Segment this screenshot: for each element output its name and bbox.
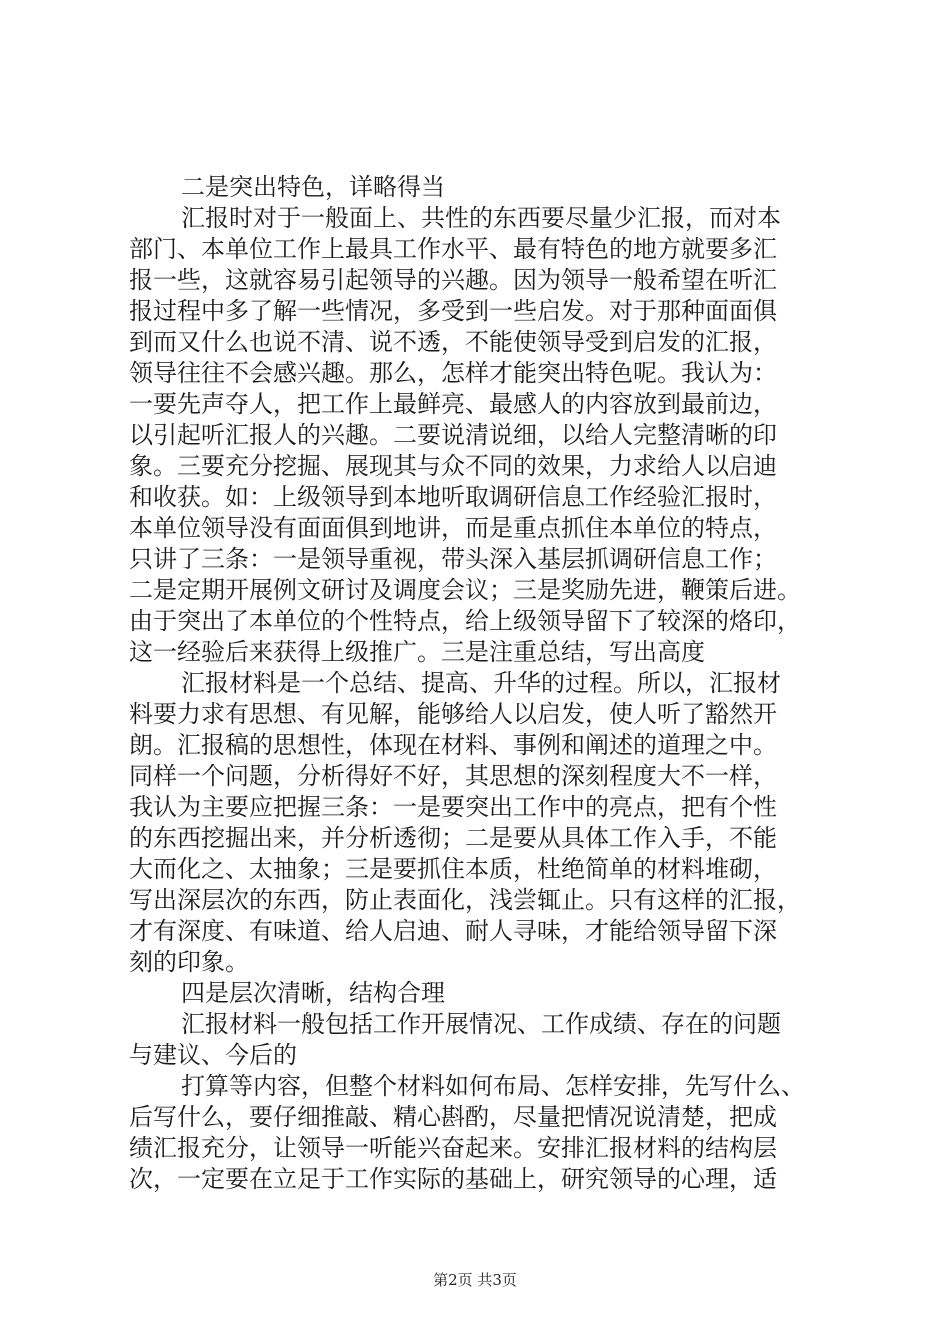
text-line: 汇报时对于一般面上、共性的东西要尽量少汇报，而对本 (181, 204, 781, 232)
text-line: 一要先声夺人，把工作上最鲜亮、最感人的内容放到最前边， (129, 390, 777, 418)
text-line: 后写什么，要仔细推敲、精心斟酌，尽量把情况说清楚，把成 (129, 1103, 777, 1131)
text-line: 二是突出特色，详略得当 (181, 173, 445, 201)
text-line: 只讲了三条：一是领导重视，带头深入基层抓调研信息工作； (129, 545, 777, 573)
text-line: 二是定期开展例文研讨及调度会议；三是奖励先进，鞭策后进。 (129, 576, 801, 604)
text-line: 本单位领导没有面面俱到地讲，而是重点抓住本单位的特点， (129, 514, 777, 542)
text-line: 料要力求有思想、有见解，能够给人以启发，使人听了豁然开 (129, 700, 777, 728)
text-line: 领导往往不会感兴趣。那么，怎样才能突出特色呢。我认为： (129, 359, 777, 387)
text-line: 以引起听汇报人的兴趣。二要说清说细，以给人完整清晰的印 (129, 421, 777, 449)
text-line: 象。三要充分挖掘、展现其与众不同的效果，力求给人以启迪 (129, 452, 777, 480)
text-line: 部门、本单位工作上最具工作水平、最有特色的地方就要多汇 (129, 235, 777, 263)
text-line: 和收获。如：上级领导到本地听取调研信息工作经验汇报时， (129, 483, 777, 511)
text-line: 我认为主要应把握三条：一是要突出工作中的亮点，把有个性 (129, 793, 777, 821)
text-line: 绩汇报充分，让领导一听能兴奋起来。安排汇报材料的结构层 (129, 1134, 777, 1162)
text-line: 朗。汇报稿的思想性，体现在材料、事例和阐述的道理之中。 (129, 731, 777, 759)
text-line: 报一些，这就容易引起领导的兴趣。因为领导一般希望在听汇 (129, 266, 777, 294)
text-line: 汇报材料一般包括工作开展情况、工作成绩、存在的问题 (181, 1010, 781, 1038)
text-line: 写出深层次的东西，防止表面化，浅尝辄止。只有这样的汇报， (129, 886, 801, 914)
text-line: 汇报材料是一个总结、提高、升华的过程。所以，汇报材 (181, 669, 781, 697)
text-line: 大而化之、太抽象；三是要抓住本质，杜绝简单的材料堆砌， (129, 855, 777, 883)
text-line: 次，一定要在立足于工作实际的基础上，研究领导的心理，适 (129, 1165, 777, 1193)
text-line: 同样一个问题，分析得好不好，其思想的深刻程度大不一样， (129, 762, 777, 790)
text-line: 刻的印象。 (129, 948, 249, 976)
text-line: 打算等内容，但整个材料如何布局、怎样安排，先写什么、 (181, 1072, 805, 1100)
text-line: 的东西挖掘出来，并分析透彻；二是要从具体工作入手，不能 (129, 824, 777, 852)
text-line: 到而又什么也说不清、说不透，不能使领导受到启发的汇报， (129, 328, 777, 356)
document-body (129, 172, 839, 1195)
text-line: 四是层次清晰，结构合理 (181, 979, 445, 1007)
page-footer: 第2页 共3页 (433, 1271, 517, 1289)
text-line: 与建议、今后的 (129, 1041, 297, 1069)
text-line: 这一经验后来获得上级推广。三是注重总结，写出高度 (129, 638, 705, 666)
text-line: 报过程中多了解一些情况，多受到一些启发。对于那种面面俱 (129, 297, 777, 325)
text-line: 才有深度、有味道、给人启迪、耐人寻味，才能给领导留下深 (129, 917, 777, 945)
text-line: 由于突出了本单位的个性特点，给上级领导留下了较深的烙印， (129, 607, 801, 635)
